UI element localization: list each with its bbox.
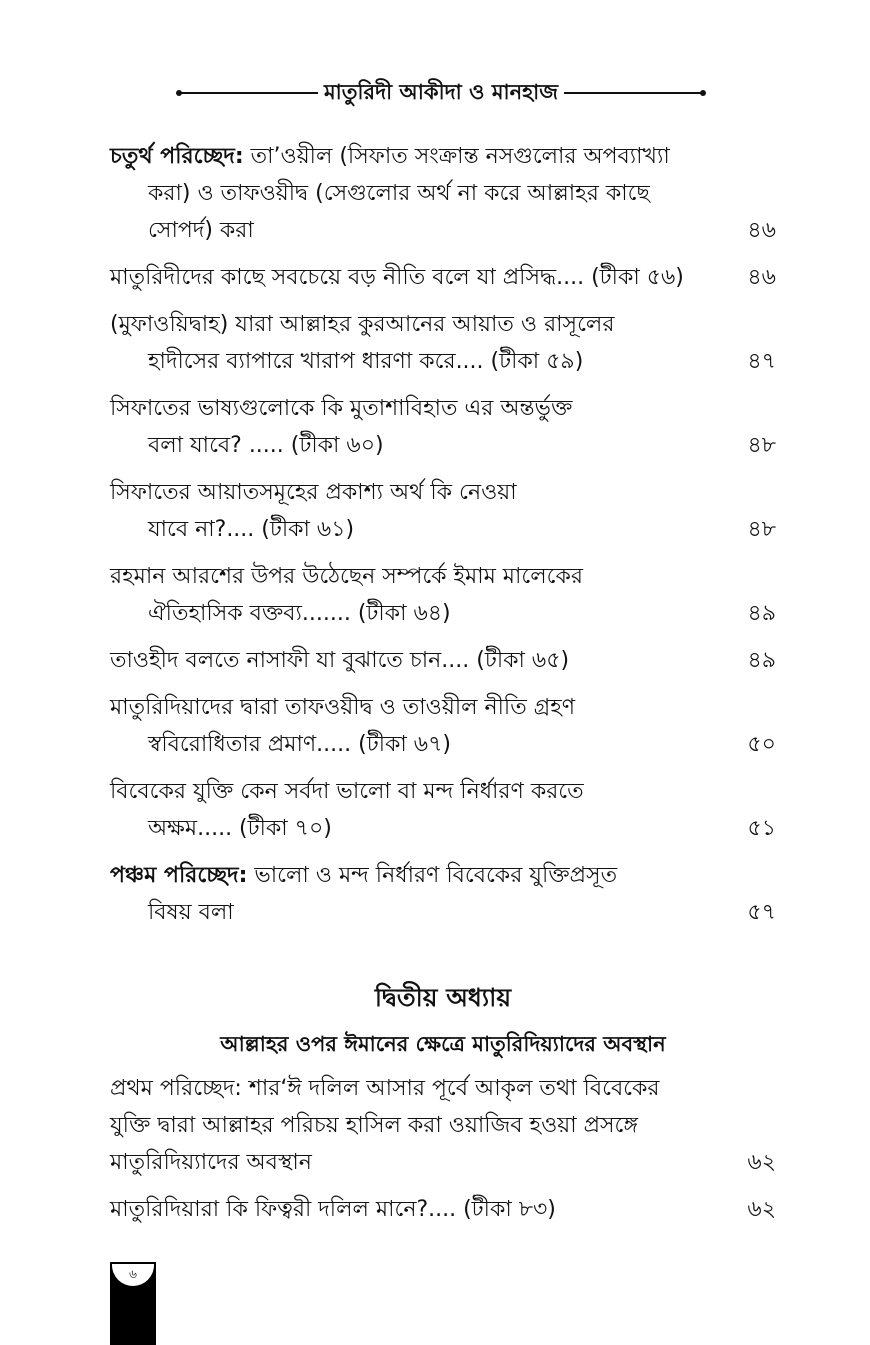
toc-entry-text: সোপর্দ) করা <box>148 218 254 243</box>
section-label: চতুর্থ পরিচ্ছেদ: <box>110 144 244 169</box>
toc-entry-line <box>110 306 716 343</box>
toc-entry-line <box>110 642 716 679</box>
page-number: ৬ <box>112 1264 154 1286</box>
section-label: পঞ্চম পরিচ্ছেদ: <box>110 863 248 888</box>
toc-entry-line <box>110 689 716 726</box>
toc-section-2 <box>110 1070 776 1238</box>
toc-entry <box>110 474 776 548</box>
toc-entry <box>110 642 776 679</box>
toc-entry-line <box>110 810 716 847</box>
toc-entry <box>110 390 776 464</box>
toc-entry-line <box>110 1191 716 1228</box>
toc-entry-line <box>110 259 716 296</box>
toc-page-number: ৫০ <box>747 732 776 757</box>
toc-page-number: ৪৯ <box>747 601 776 626</box>
toc-entry-line <box>110 1144 716 1181</box>
toc-entry-text: সিফাতের ভাষ্যগুলোকে কি মুতাশাবিহাত এর অন্তর্ভুক্ত <box>110 396 573 421</box>
toc-entry-line <box>110 343 716 380</box>
toc-entry-text: করা) ও তাফওয়ীদ্ব (সেগুলোর অর্থ না করে আল্লাহর কাছে <box>148 181 650 206</box>
toc-page-number: ৪৭ <box>747 349 776 374</box>
toc-section-1 <box>110 138 776 941</box>
toc-entry-text: মাতুরিদিয়্যাদের অবস্থান <box>110 1150 312 1175</box>
toc-entry-text: তাওহীদ বলতে নাসাফী যা বুঝাতে চান.... (টীকা ৬৫) <box>110 648 570 673</box>
toc-page-number: ৪৯ <box>747 648 776 673</box>
toc-entry-line <box>110 558 716 595</box>
toc-entry-line <box>110 175 716 212</box>
toc-entry-text: মাতুরিদিয়ারা কি ফিত্বরী দলিল মানে?.... (টীকা ৮৩) <box>110 1197 556 1222</box>
chapter-subtitle: আল্লাহর ওপর ঈমানের ক্ষেত্রে মাতুরিদিয়্যাদের অবস্থান <box>220 1032 666 1056</box>
toc-page-number: ৬২ <box>747 1197 776 1222</box>
toc-entry <box>110 773 776 847</box>
toc-entry-line <box>110 212 716 249</box>
toc-entry-text: প্রথম পরিচ্ছেদ: শার‘ঈ দলিল আসার পূর্বে আকৃল তথা বিবেকের <box>110 1076 660 1101</box>
toc-entry-line <box>110 894 716 931</box>
toc-page-number: ৪৮ <box>747 517 776 542</box>
chapter-title: দ্বিতীয় অধ্যায় <box>374 983 512 1012</box>
toc-entry-text: যাবে না?.... (টীকা ৬১) <box>148 517 355 542</box>
toc-entry <box>110 1191 776 1228</box>
toc-entry-line <box>110 390 716 427</box>
toc-entry-line <box>110 427 716 464</box>
toc-entry-text: স্ববিরোধিতার প্রমাণ..... (টীকা ৬৭) <box>148 732 451 757</box>
toc-entry-text: মাতুরিদীদের কাছে সবচেয়ে বড় নীতি বলে যা প্রসিদ্ধ.... (টীকা ৫৬) <box>110 265 684 290</box>
toc-entry <box>110 138 776 249</box>
toc-entry-text: বলা যাবে? ..... (টীকা ৬০) <box>148 433 384 458</box>
toc-entry-line <box>110 474 716 511</box>
toc-page-number: ৫৭ <box>747 900 776 925</box>
toc-entry-line <box>110 595 716 632</box>
header-rule-right <box>564 92 704 94</box>
toc-page-number: ৪৬ <box>747 218 776 243</box>
header-rule-left <box>178 92 318 94</box>
toc-entry <box>110 857 776 931</box>
toc-page-number: ৪৮ <box>747 433 776 458</box>
toc-entry-text: হাদীসের ব্যাপারে খারাপ ধারণা করে.... (টীকা ৫৯) <box>148 349 584 374</box>
toc-page-number: ৫১ <box>747 816 776 841</box>
toc-page-number: ৪৬ <box>747 265 776 290</box>
toc-entry-text: (মুফাওয়িদ্বাহ) যারা আল্লাহর কুরআনের আয়াত ও রাসূলের <box>110 312 615 337</box>
toc-entry <box>110 689 776 763</box>
toc-entry-line <box>110 773 716 810</box>
toc-entry-text: ঐতিহাসিক বক্তব্য....... (টীকা ৬৪) <box>148 601 451 626</box>
toc-entry-text: রহমান আরশের উপর উঠেছেন সম্পর্কে ইমাম মালেকের <box>110 564 583 589</box>
toc-entry-line <box>110 511 716 548</box>
toc-entry-text: যুক্তি দ্বারা আল্লাহর পরিচয় হাসিল করা ওয়াজিব হওয়া প্রসঙ্গে <box>110 1113 638 1138</box>
toc-entry <box>110 558 776 632</box>
toc-entry-line <box>110 857 716 894</box>
toc-entry-line <box>110 726 716 763</box>
running-header <box>178 78 704 108</box>
toc-entry-text: অক্ষম..... (টীকা ৭০) <box>148 816 332 841</box>
toc-entry <box>110 306 776 380</box>
toc-entry-text: তা’ওয়ীল (সিফাত সংক্রান্ত নসগুলোর অপব্যাখ্যা <box>243 144 670 169</box>
toc-entry-line <box>110 1107 716 1144</box>
page-number-tab <box>110 1262 156 1345</box>
toc-entry-text: সিফাতের আয়াতসমূহের প্রকাশ্য অর্থ কি নেওয়া <box>110 480 517 505</box>
toc-entry-text: বিবেকের যুক্তি কেন সর্বদা ভালো বা মন্দ নির্ধারণ করতে <box>110 779 584 804</box>
toc-entry-line <box>110 1070 716 1107</box>
toc-entry-text: মাতুরিদিয়াদের দ্বারা তাফওয়ীদ্ব ও তাওয়ীল নীতি গ্রহণ <box>110 695 576 720</box>
toc-entry-text: বিষয় বলা <box>148 900 234 925</box>
toc-entry-line <box>110 138 716 175</box>
toc-entry-text: ভালো ও মন্দ নির্ধারণ বিবেকের যুক্তিপ্রসূত <box>247 863 618 888</box>
toc-entry <box>110 1070 776 1181</box>
toc-entry <box>110 259 776 296</box>
header-title: মাতুরিদী আকীদা ও মানহাজ <box>324 79 559 104</box>
toc-page-number: ৬২ <box>747 1150 776 1175</box>
